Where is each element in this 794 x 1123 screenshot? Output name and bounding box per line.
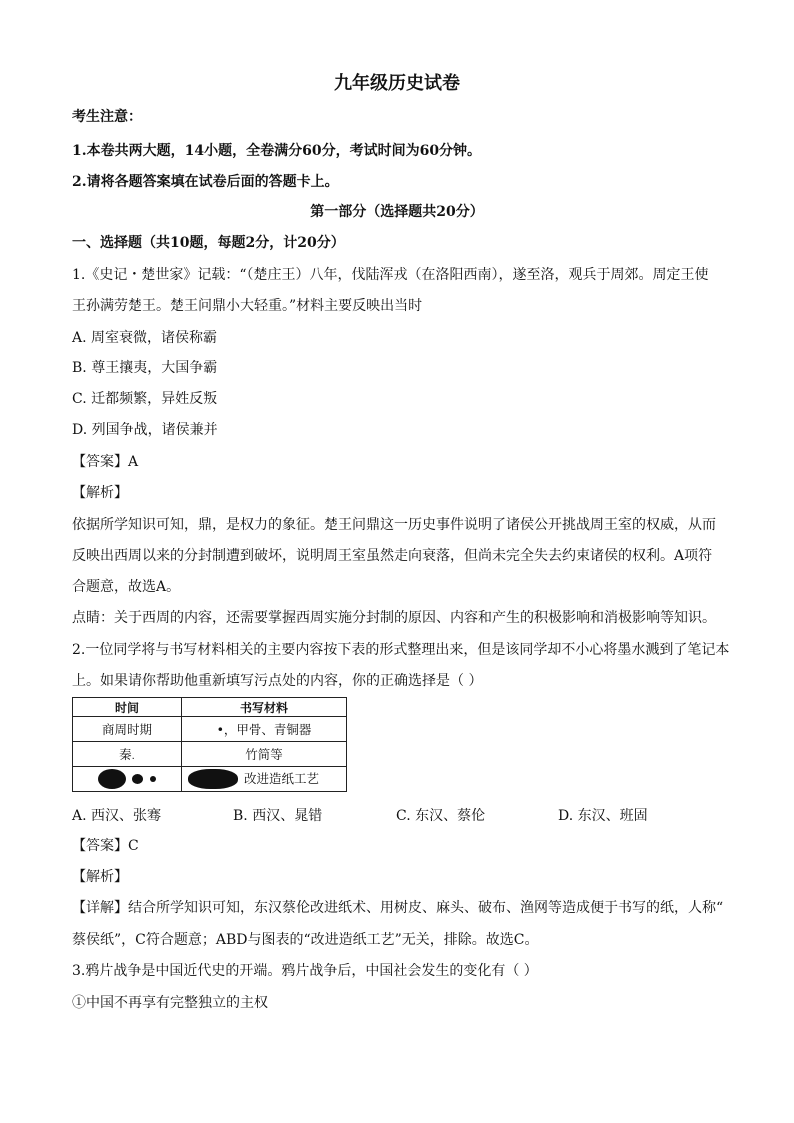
q2-option-b: B. 西汉、晁错	[233, 808, 323, 824]
writing-materials-table	[72, 697, 347, 792]
q2-stem-line-1: 2.一位同学将与书写材料相关的主要内容按下表的形式整理出来，但是该同学却不小心将墨水溅到了笔记本	[72, 642, 730, 658]
table-cell-time-text: 秦	[119, 747, 132, 762]
table-row	[73, 717, 347, 742]
q1-answer-label: 【答案】	[72, 454, 128, 470]
table-cell-material: 竹简等	[182, 742, 347, 767]
notice-heading: 考生注意：	[72, 109, 142, 125]
q2-analysis-line-1: 【详解】结合所学知识可知，东汉蔡伦改进纸术、用树皮、麻头、破布、渔网等造成便于书写的纸，人称“	[72, 900, 724, 916]
q1-analysis-label: 【解析】	[72, 485, 128, 501]
table-row	[73, 767, 347, 792]
q1-note: 点睛：关于西周的内容，还需要掌握西周实施分封制的原因、内容和产生的积极影响和消极影响等知识。	[72, 610, 716, 626]
q2-analysis-line-2: 蔡侯纸”，C符合题意；ABD与图表的“改进造纸工艺”无关，排除。故选C。	[72, 932, 539, 948]
page-title: 九年级历史试卷	[334, 73, 460, 94]
section-heading: 一、选择题（共10题，每题2分，计20分）	[72, 235, 345, 251]
q2-option-a: A. 西汉、张骞	[72, 808, 162, 824]
q3-item-1: ①中国不再享有完整独立的主权	[72, 995, 268, 1011]
table-header-time: 时间	[73, 698, 182, 717]
q2-answer	[72, 836, 139, 856]
table-header-row	[73, 698, 347, 717]
q1-stem-line-2: 王孙满劳楚王。楚王问鼎小大轻重。”材料主要反映出当时	[72, 298, 423, 314]
part-heading: 第一部分（选择题共20分）	[310, 204, 484, 220]
q2-option-c: C. 东汉、蔡伦	[396, 808, 486, 824]
q2-answer-value: C	[128, 838, 139, 854]
q1-answer	[72, 452, 138, 472]
q2-stem-line-2: 上。如果请你帮助他重新填写污点处的内容，你的正确选择是（ ）	[72, 673, 483, 689]
ink-blot-icon	[98, 769, 156, 789]
q1-analysis-line-3: 合题意，故选A。	[72, 579, 181, 595]
table-cell-material: •，甲骨、青铜器	[182, 717, 347, 742]
notice-item-2: 2.请将各题答案填在试卷后面的答题卡上。	[72, 174, 339, 190]
table-row	[73, 742, 347, 767]
q1-option-a: A. 周室衰微，诸侯称霸	[72, 330, 218, 346]
q1-analysis-line-2: 反映出西周以来的分封制遭到破坏，说明周王室虽然走向衰落，但尚未完全失去约束诸侯的权利。A项符	[72, 548, 713, 564]
q2-analysis-label: 【解析】	[72, 869, 128, 885]
notice-item-1: 1.本卷共两大题，14小题，全卷满分60分，考试时间为60分钟。	[72, 143, 482, 159]
q2-answer-label: 【答案】	[72, 838, 128, 854]
ink-blot-cell-time	[73, 767, 182, 792]
table-cell-material-text: 改进造纸工艺	[243, 770, 319, 786]
q1-option-c: C. 迁都频繁，异姓反叛	[72, 391, 218, 407]
q1-option-b: B. 尊王攘夷，大国争霸	[72, 360, 218, 376]
q3-stem: 3.鸦片战争是中国近代史的开端。鸦片战争后，中国社会发生的变化有（ ）	[72, 963, 538, 979]
ink-blot-cell-material	[182, 767, 347, 792]
q2-option-d: D. 东汉、班固	[558, 808, 648, 824]
q1-stem-line-1: 1.《史记・楚世家》记载：“（楚庄王）八年，伐陆浑戎（在洛阳西南），遂至洛，观兵于周郊。周定王使	[72, 267, 709, 283]
table-header-material: 书写材料	[182, 698, 347, 717]
q1-answer-value: A	[128, 454, 139, 470]
table-cell-time: 商周时期	[73, 717, 182, 742]
q1-option-d: D. 列国争战，诸侯兼并	[72, 422, 218, 438]
table-cell-time: 秦.	[73, 742, 182, 767]
q1-analysis-line-1: 依据所学知识可知，鼎，是权力的象征。楚王问鼎这一历史事件说明了诸侯公开挑战周王室的权威，从而	[72, 517, 716, 533]
ink-blot-icon	[188, 769, 238, 789]
